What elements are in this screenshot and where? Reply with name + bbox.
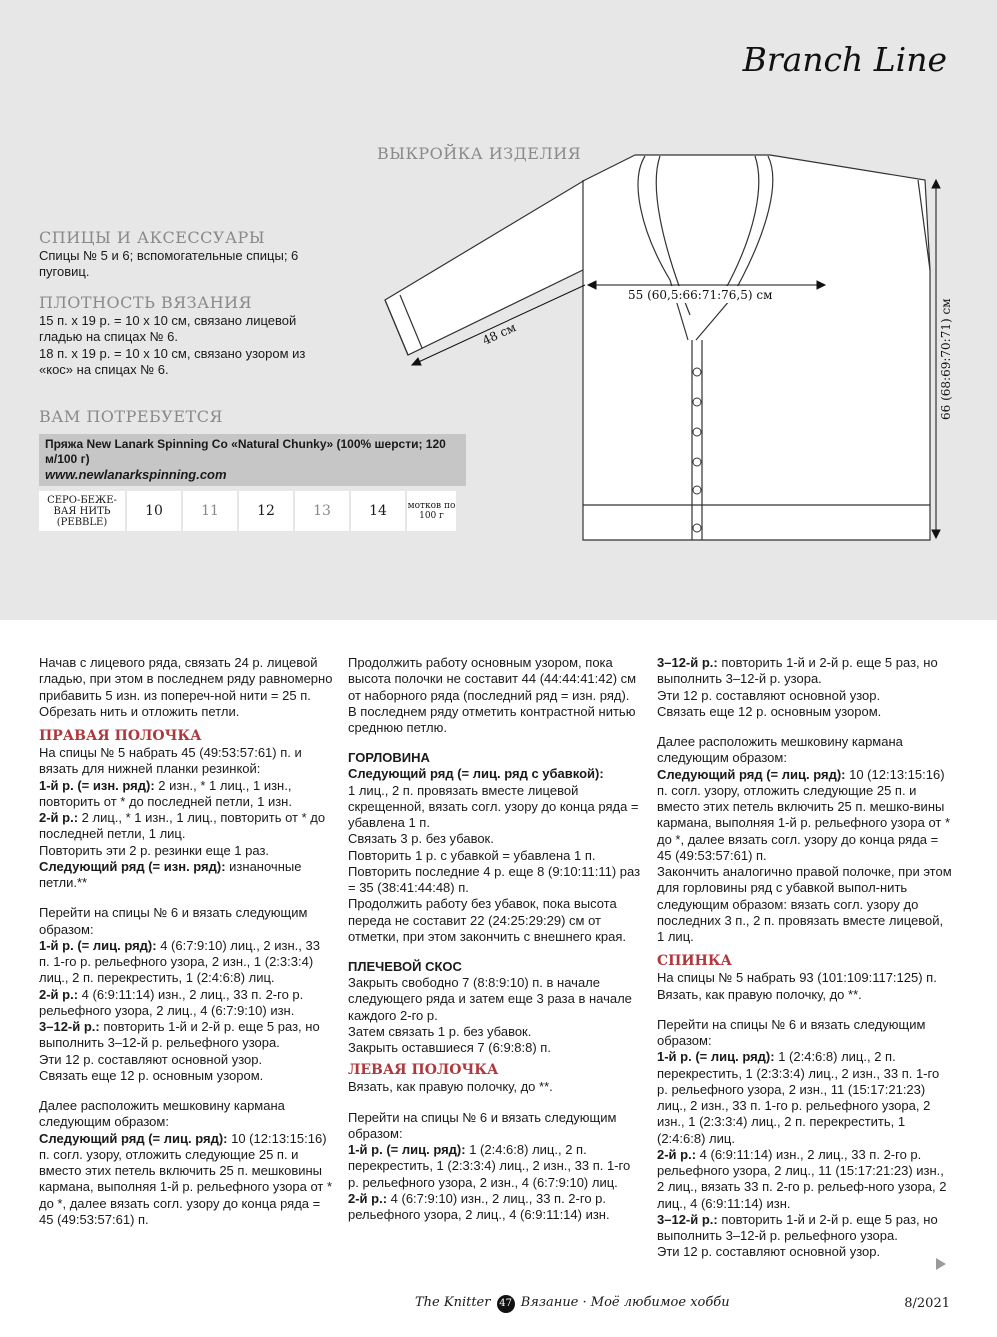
paragraph: 1-й р. (= лиц. ряд): 4 (6:7:9:10) лиц., 2 изн., 33 п. 1-го р. рельефного узора, 2 изн., 1 (2:3:3:4) лиц., 2 п. перекрестить, 1 (2:4:6:8) лиц. — [39, 937, 320, 986]
paragraph: Связать еще 12 р. основным узором. — [39, 1067, 264, 1083]
paragraph: Закрыть оставшиеся 7 (6:9:8:8) п. — [348, 1040, 551, 1055]
paragraph: Перейти на спицы № 6 и вязать следующим образом: — [657, 1016, 926, 1048]
paragraph: Повторить 1 р. с убавкой = убавлена 1 п. — [348, 847, 596, 863]
amount-cell: 12 — [239, 491, 293, 531]
paragraph: 3–12-й р.: повторить 1-й и 2-й р. еще 5 раз, но выполнить 3–12-й р. рельефного узора. — [657, 1211, 938, 1243]
heading-left-front: ЛЕВАЯ ПОЛОЧКА — [348, 1062, 499, 1079]
yarn-name: Пряжа New Lanark Spinning Co «Natural Chunky» (100% шерсти; 120 м/100 г) — [45, 437, 446, 466]
chest-measure: 55 (60,5:66:71:76,5) см — [628, 288, 773, 302]
paragraph: Продолжить работу без убавок, пока высота переда не составит 22 (24:25:29:29) см от отметки, при этом закончить с внешнего края. — [348, 896, 627, 944]
paragraph: Следующий ряд (= изн. ряд): изнаночные петли.** — [39, 858, 302, 890]
yarn-url: www.newlanarkspinning.com — [45, 467, 227, 482]
length-measure: 66 (68:69:70:71) см — [939, 298, 953, 420]
paragraph: 3–12-й р.: повторить 1-й и 2-й р. еще 5 раз, но выполнить 3–12-й р. рельефного узора. — [39, 1019, 320, 1051]
amount-cell: 10 — [127, 491, 181, 531]
heading-right-front: ПРАВАЯ ПОЛОЧКА — [39, 728, 202, 744]
text-column-3 — [657, 655, 952, 1261]
footer — [0, 1295, 997, 1315]
page-number: 47 — [497, 1295, 515, 1313]
amount-unit: мотков по 100 г — [407, 491, 456, 531]
heading-back: СПИНКА — [657, 953, 732, 970]
text-column-1 — [39, 655, 334, 1228]
paragraph: Эти 12 р. составляют основной узор. — [657, 687, 881, 703]
heading-shoulder: ПЛЕЧЕВОЙ СКОС — [348, 959, 462, 974]
magazine-tagline: Вязание · Моё любимое хобби — [520, 1295, 730, 1310]
paragraph: 1-й р. (= изн. ряд): 2 изн., * 1 лиц., 1 изн., повторить от * до последней петли, 1 изн. — [39, 777, 292, 809]
paragraph: Начав с лицевого ряда, связать 24 р. лицевой гладью, при этом в последнем ряду равномерно прибавить 5 изн. из попереч-ной нити = 25 п. — [39, 655, 333, 703]
amount-cell: 11 — [183, 491, 237, 531]
materials-heading: ВАМ ПОТРЕБУЕТСЯ — [39, 407, 223, 426]
next-page-arrow-icon — [936, 1258, 946, 1270]
paragraph: Далее расположить мешковину кармана следующим образом: — [657, 734, 903, 766]
paragraph: Затем связать 1 р. без убавок. — [348, 1023, 532, 1039]
needles-text: Спицы № 5 и 6; вспомогательные спицы; 6 пуговиц. — [39, 248, 299, 279]
heading-neckline: ГОРЛОВИНА — [348, 750, 430, 766]
pattern-title: ВЫКРОЙКА ИЗДЕЛИЯ — [377, 144, 582, 163]
magazine-name: The Knitter — [415, 1295, 491, 1310]
gauge-heading: ПЛОТНОСТЬ ВЯЗАНИЯ — [39, 293, 253, 312]
paragraph: 1-й р. (= лиц. ряд): 1 (2:4:6:8) лиц., 2 п. перекрестить, 1 (2:3:3:4) лиц., 2 изн., 33 п. 1-го р. рельефного узора, 2 изн., 11 (15:17:21:23) лиц., 2 изн., 33 п. 1-го р. рельефного узора, 2 изн., 1 (2:3:3:4) лиц., 2 п. перекрестить, 1 (2:4:6:8) лиц. — [657, 1049, 940, 1146]
paragraph: Закрыть свободно 7 (8:8:9:10) п. в начале следующего ряда и затем еще 3 раза в начале каждого 2-го р. — [348, 975, 632, 1023]
issue-number: 8/2021 — [904, 1296, 950, 1311]
gauge-text-1: 15 п. x 19 р. = 10 x 10 см, связано лицевой гладью на спицах № 6. — [39, 313, 297, 344]
sleeve-measure: 48 см — [480, 320, 519, 348]
yarn-color: СЕРО-БЕЖЕ-ВАЯ НИТЬ (PEBBLE) — [39, 491, 125, 531]
paragraph: 2-й р.: 4 (6:9:11:14) изн., 2 лиц., 33 п. 2-го р. рельефного узора, 2 лиц., 4 (6:7:9:10) изн. — [39, 986, 304, 1018]
gauge-text-2: 18 п. x 19 р. = 10 x 10 см, связано узором из «кос» на спицах № 6. — [39, 346, 306, 377]
paragraph: Следующий ряд (= лиц. ряд): 10 (12:13:15:16) п. согл. узору, отложить следующие 25 п. и вместо этих петель включить 25 п. мешко-вины кармана, выполняя 1-й р. рельефного узора от * до *, далее вязать согл. узору до конца ряда = 45 (49:53:57:61) п. — [657, 766, 951, 863]
paragraph: Эти 12 р. составляют основной узор. — [657, 1244, 881, 1260]
amount-cell: 13 — [295, 491, 349, 531]
paragraph: Обрезать нить и отложить петли. — [39, 703, 240, 719]
amount-cell: 14 — [351, 491, 405, 531]
paragraph: 2-й р.: 2 лиц., * 1 изн., 1 лиц., повторить от * до последней петли, 1 лиц. — [39, 810, 326, 842]
paragraph: Эти 12 р. составляют основной узор. — [39, 1051, 263, 1067]
paragraph: Перейти на спицы № 6 и вязать следующим образом: — [348, 1109, 617, 1141]
paragraph: Закончить аналогично правой полочке, при этом для горловины ряд с убавкой выпол-нить следующим образом: вязать согл. узору до последних 3 п., 2 п. провязать вместе лицевой, 1 лиц. — [657, 864, 952, 944]
paragraph: 1 лиц., 2 п. провязать вместе лицевой скрещенной, вязать согл. узору до конца ряда = убавлена 1 п. — [348, 782, 639, 830]
paragraph: 1-й р. (= лиц. ряд): 1 (2:4:6:8) лиц., 2 п. перекрестить, 1 (2:3:3:4) лиц., 2 изн., 33 п. 1-го р. рельефного узора, 2 изн., 4 (6:7:9:10) лиц. — [348, 1142, 631, 1190]
paragraph: Связать 3 р. без убавок. — [348, 831, 494, 847]
paragraph: Связать еще 12 р. основным узором. — [657, 703, 882, 719]
text-column-2 — [348, 655, 643, 1223]
paragraph: Далее расположить мешковину кармана следующим образом: — [39, 1098, 285, 1130]
brand-title: Branch Line — [742, 40, 947, 79]
paragraph: В последнем ряду отметить контрастной нитью среднюю петлю. — [348, 703, 636, 735]
paragraph: Следующий ряд (= лиц. ряд): 10 (12:13:15:16) п. согл. узору, отложить следующие 25 п. и вместо этих петель включить 25 п. мешковины кармана, выполняя 1-й р. рельефного узора от * до *, далее вязать согл. узору до конца ряда = 45 (49:53:57:61) п. — [39, 1130, 333, 1227]
needles-heading: СПИЦЫ И АКСЕССУАРЫ — [39, 228, 266, 247]
cardigan-schematic — [370, 150, 970, 570]
paragraph: Продолжить работу основным узором, пока высота полочки не составит 44 (44:44:41:42) см от наборного ряда (последний ряд = изн. ряд). — [348, 655, 637, 703]
paragraph: Вязать, как правую полочку, до **. — [348, 1079, 553, 1095]
paragraph: 2-й р.: 4 (6:9:11:14) изн., 2 лиц., 33 п. 2-го р. рельефного узора, 2 лиц., 11 (15:17:21:23) изн., 2 лиц., вязать 33 п. 2-го р. рельеф-ного узора, 2 лиц., 4 (6:9:11:14) изн. — [657, 1146, 947, 1211]
paragraph: 2-й р.: 4 (6:7:9:10) изн., 2 лиц., 33 п. 2-го р. рельефного узора, 2 лиц., 4 (6:9:11:14) изн. — [348, 1190, 610, 1222]
paragraph: Повторить эти 2 р. резинки еще 1 раз. — [39, 842, 270, 858]
paragraph: На спицы № 5 набрать 45 (49:53:57:61) п. и вязать для нижней планки резинкой: — [39, 745, 302, 777]
paragraph: Следующий ряд (= лиц. ряд с убавкой): — [348, 766, 604, 782]
footer-title — [415, 1295, 730, 1313]
paragraph: Повторить последние 4 р. еще 8 (9:10:11:11) раз = 35 (38:41:44:48) п. — [348, 863, 641, 895]
paragraph: На спицы № 5 набрать 93 (101:109:117:125) п. Вязать, как правую полочку, до **. — [657, 970, 937, 1002]
paragraph: 3–12-й р.: повторить 1-й и 2-й р. еще 5 раз, но выполнить 3–12-й р. узора. — [657, 655, 938, 687]
paragraph: Перейти на спицы № 6 и вязать следующим образом: — [39, 905, 308, 937]
